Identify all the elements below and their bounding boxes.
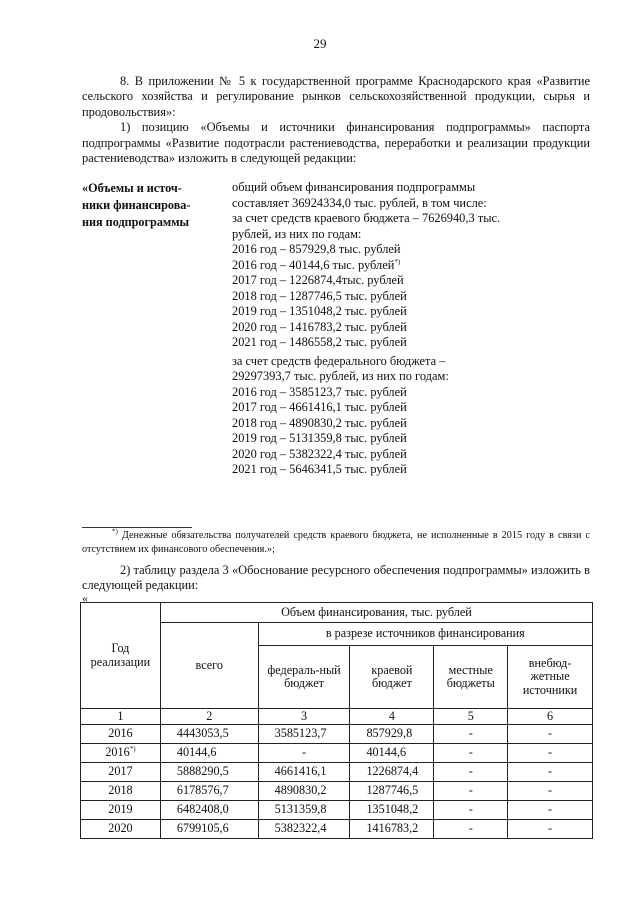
cell-year: 2016 xyxy=(81,725,161,744)
footnote-text: Денежные обязательства получателей средств краевого бюджета, не исполненные в 2015 году в связи с отсутствием их финансового обеспечения.»; xyxy=(82,530,590,555)
column-number: 5 xyxy=(434,709,508,725)
column-number: 2 xyxy=(160,709,258,725)
passport-label-line: ники финансирова- xyxy=(82,198,191,212)
passport-value-line: общий объем финансирования подпрограммы xyxy=(232,180,476,194)
passport-value-line: 2019 год – 5131359,8 тыс. рублей xyxy=(232,431,407,445)
passport-value-line: 2021 год – 5646341,5 тыс. рублей xyxy=(232,462,407,476)
cell-regional: 1416783,2 xyxy=(350,820,434,839)
cell-regional: 40144,6 xyxy=(350,744,434,763)
column-number: 4 xyxy=(350,709,434,725)
passport-value-line: 2019 год – 1351048,2 тыс. рублей xyxy=(232,304,407,318)
cell-extra: - xyxy=(508,820,593,839)
passport-value-line: 2017 год – 1226874,4тыс. рублей xyxy=(232,273,404,287)
header-total: всего xyxy=(160,623,258,709)
header-sources: в разрезе источников финансирования xyxy=(258,623,592,646)
item-2-section xyxy=(82,563,590,594)
passport-value-line: 2017 год – 4661416,1 тыс. рублей xyxy=(232,400,407,414)
header-local: местные бюджеты xyxy=(434,646,508,709)
cell-local: - xyxy=(434,725,508,744)
cell-extra: - xyxy=(508,801,593,820)
financing-table xyxy=(80,602,593,839)
cell-year: 2017 xyxy=(81,763,161,782)
cell-extra: - xyxy=(508,763,593,782)
header-year: Год реализации xyxy=(81,603,161,709)
passport-value-line: 2020 год – 1416783,2 тыс. рублей xyxy=(232,319,407,334)
cell-total: 4443053,5 xyxy=(160,725,258,744)
header-regional: краевой бюджет xyxy=(350,646,434,709)
passport-value-line: 2021 год – 1486558,2 тыс. рублей xyxy=(232,335,407,349)
footnote-mark: *) xyxy=(112,527,118,536)
cell-extra: - xyxy=(508,782,593,801)
cell-local: - xyxy=(434,801,508,820)
cell-federal: 3585123,7 xyxy=(258,725,350,744)
item-8-paragraph: 8. В приложении № 5 к государственной программе Краснодарского края «Развитие сельского хозяйства и регулирование рынков сельскохозяйственной продукции, сырья и продовольствия»: xyxy=(82,74,590,119)
column-number: 1 xyxy=(81,709,161,725)
header-volume: Объем финансирования, тыс. рублей xyxy=(160,603,592,623)
header-federal: федераль-ный бюджет xyxy=(258,646,350,709)
cell-total: 6799105,6 xyxy=(160,820,258,839)
table-row xyxy=(81,763,593,782)
column-number: 6 xyxy=(508,709,593,725)
cell-federal: 5382322,4 xyxy=(258,820,350,839)
table-row xyxy=(81,820,593,839)
header-extra: внебюд-жетные источники xyxy=(508,646,593,709)
intro-section xyxy=(82,74,590,166)
cell-extra: - xyxy=(508,744,593,763)
passport-value-line: составляет 36924334,0 тыс. рублей, в том числе: xyxy=(232,195,487,210)
item-2-paragraph: 2) таблицу раздела 3 «Обоснование ресурсного обеспечения подпрограммы» изложить в следующей редакции: xyxy=(82,563,590,593)
passport-value-line: 2016 год – 40144,6 тыс. рублей*) xyxy=(232,257,401,272)
footnote xyxy=(82,529,590,556)
table-row xyxy=(81,801,593,820)
table-row xyxy=(81,782,593,801)
cell-regional: 857929,8 xyxy=(350,725,434,744)
cell-local: - xyxy=(434,763,508,782)
table-row xyxy=(81,744,593,763)
cell-federal: 4661416,1 xyxy=(258,763,350,782)
passport-label xyxy=(82,180,222,231)
passport-value-line: 29297393,7 тыс. рублей, из них по годам: xyxy=(232,369,449,383)
cell-local: - xyxy=(434,782,508,801)
passport-value-line: 2018 год – 1287746,5 тыс. рублей xyxy=(232,288,407,303)
opening-quote: « xyxy=(82,591,88,605)
passport-value-line: 2016 год – 857929,8 тыс. рублей xyxy=(232,242,401,256)
cell-regional: 1287746,5 xyxy=(350,782,434,801)
cell-total: 6482408,0 xyxy=(160,801,258,820)
cell-regional: 1226874,4 xyxy=(350,763,434,782)
column-number: 3 xyxy=(258,709,350,725)
cell-year: 2020 xyxy=(81,820,161,839)
footnote-divider xyxy=(82,527,192,528)
cell-extra: - xyxy=(508,725,593,744)
passport-values xyxy=(232,180,592,478)
footnote-marker: *) xyxy=(394,257,401,266)
cell-year: 2016*) xyxy=(81,744,161,763)
cell-federal: 4890830,2 xyxy=(258,782,350,801)
passport-value-line: 2016 год – 3585123,7 тыс. рублей xyxy=(232,384,407,399)
cell-year: 2019 xyxy=(81,801,161,820)
table-row xyxy=(81,725,593,744)
cell-regional: 1351048,2 xyxy=(350,801,434,820)
cell-total: 6178576,7 xyxy=(160,782,258,801)
cell-year: 2018 xyxy=(81,782,161,801)
cell-federal: - xyxy=(258,744,350,763)
page-number: 29 xyxy=(313,36,327,51)
item-1-paragraph: 1) позицию «Объемы и источники финансирования подпрограммы» паспорта подпрограммы «Развитие подотрасли растениеводства, переработки и реализации продукции растениеводства» изложить в следующей редакции: xyxy=(82,120,590,166)
passport-value-line: 2020 год – 5382322,4 тыс. рублей xyxy=(232,446,407,461)
passport-label-line: «Объемы и источ- xyxy=(82,181,182,195)
cell-local: - xyxy=(434,744,508,763)
passport-value-line: рублей, из них по годам: xyxy=(232,226,362,241)
cell-federal: 5131359,8 xyxy=(258,801,350,820)
passport-label-line: ния подпрограммы xyxy=(82,215,190,229)
cell-total: 5888290,5 xyxy=(160,763,258,782)
cell-total: 40144,6 xyxy=(160,744,258,763)
cell-local: - xyxy=(434,820,508,839)
passport-value-line: 2018 год – 4890830,2 тыс. рублей xyxy=(232,415,407,430)
passport-value-line: за счет средств федерального бюджета – xyxy=(232,353,446,368)
passport-value-line: за счет средств краевого бюджета – 7626940,3 тыс. xyxy=(232,211,501,225)
